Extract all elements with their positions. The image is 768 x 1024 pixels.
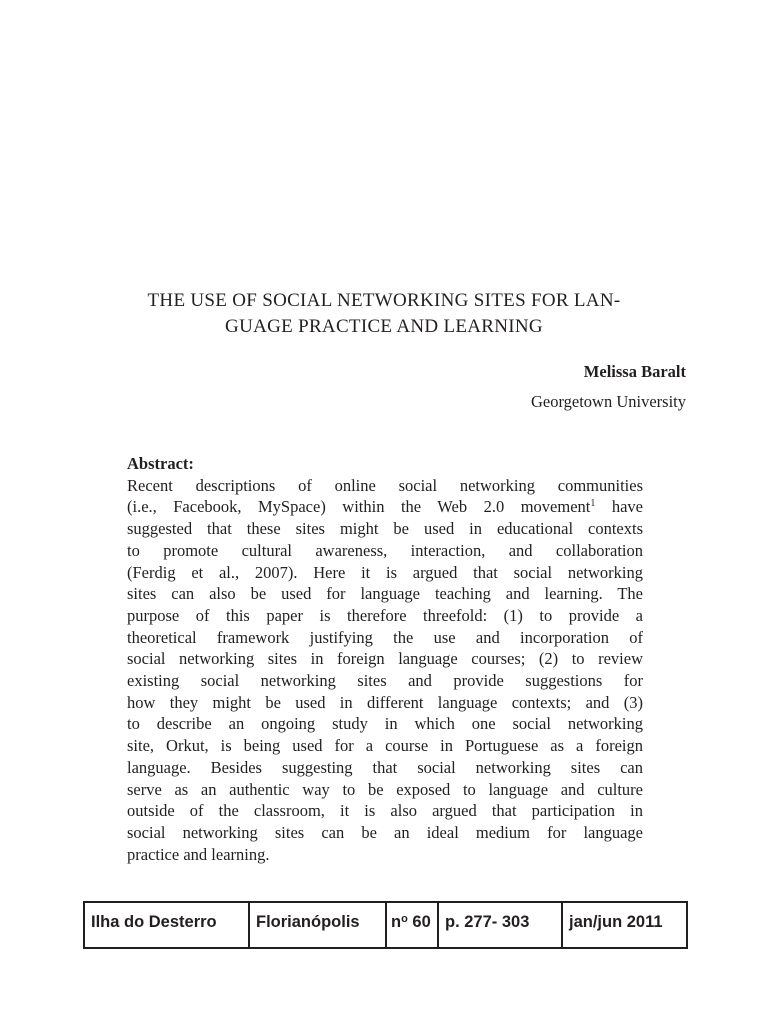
abstract-line: (Ferdig et al., 2007). Here it is argued that social networking: [127, 562, 643, 582]
abstract-line: sites can also be used for language teaching and learning. The: [127, 584, 643, 604]
journal-info-table: [83, 901, 688, 949]
number-prefix: n: [391, 913, 402, 931]
abstract-line: suggested that these sites might be used in educational contexts: [127, 519, 643, 539]
number-ordinal: o: [401, 913, 408, 925]
number-value: 60: [412, 913, 431, 931]
journal-info-row: [84, 902, 687, 948]
abstract-line: to promote cultural awareness, interaction, and collaboration: [127, 540, 643, 560]
abstract-line-text: (i.e., Facebook, MySpace) within the Web 2.0 movement: [127, 497, 591, 517]
abstract-line: existing social networking sites and provide suggestions for: [127, 671, 643, 691]
abstract-line: practice and learning.: [127, 844, 270, 864]
abstract-line: serve as an authentic way to be exposed to language and culture: [127, 779, 643, 799]
abstract-line: theoretical framework justifying the use and incorporation of: [127, 627, 643, 647]
abstract-line: language. Besides suggesting that social networking sites can: [127, 757, 643, 777]
abstract-line: site, Orkut, is being used for a course in Portuguese as a foreign: [127, 736, 643, 756]
author-name: Melissa Baralt: [583, 362, 686, 381]
author-affiliation: Georgetown University: [530, 392, 686, 411]
abstract-line: Recent descriptions of online social networking communities: [127, 475, 643, 495]
abstract-heading: Abstract:: [127, 454, 194, 473]
abstract-line: how they might be used in different language contexts; and (3): [127, 692, 643, 712]
abstract-line: outside of the classroom, it is also argued that participation in: [127, 801, 643, 821]
abstract-line-text: have: [611, 497, 643, 517]
abstract-line: [127, 496, 643, 518]
footnote-marker[interactable]: 1: [590, 498, 596, 510]
abstract-line: social networking sites in foreign language courses; (2) to review: [127, 649, 643, 669]
journal-name-cell: Ilha do Desterro: [84, 902, 249, 948]
journal-date-cell: jan/jun 2011: [562, 902, 687, 948]
article-title-line-2: GUAGE PRACTICE AND LEARNING: [225, 316, 543, 337]
journal-number-cell: [386, 902, 438, 948]
article-title-line-1: THE USE OF SOCIAL NETWORKING SITES FOR LAN-: [147, 290, 621, 311]
abstract-line: purpose of this paper is therefore threefold: (1) to provide a: [127, 605, 643, 625]
abstract-line: social networking sites can be an ideal medium for language: [127, 822, 643, 842]
abstract: [127, 453, 643, 865]
article-title: [96, 288, 672, 340]
abstract-line: to describe an ongoing study in which one social networking: [127, 714, 643, 734]
journal-pages-cell: p. 277- 303: [438, 902, 562, 948]
journal-city-cell: Florianópolis: [249, 902, 386, 948]
